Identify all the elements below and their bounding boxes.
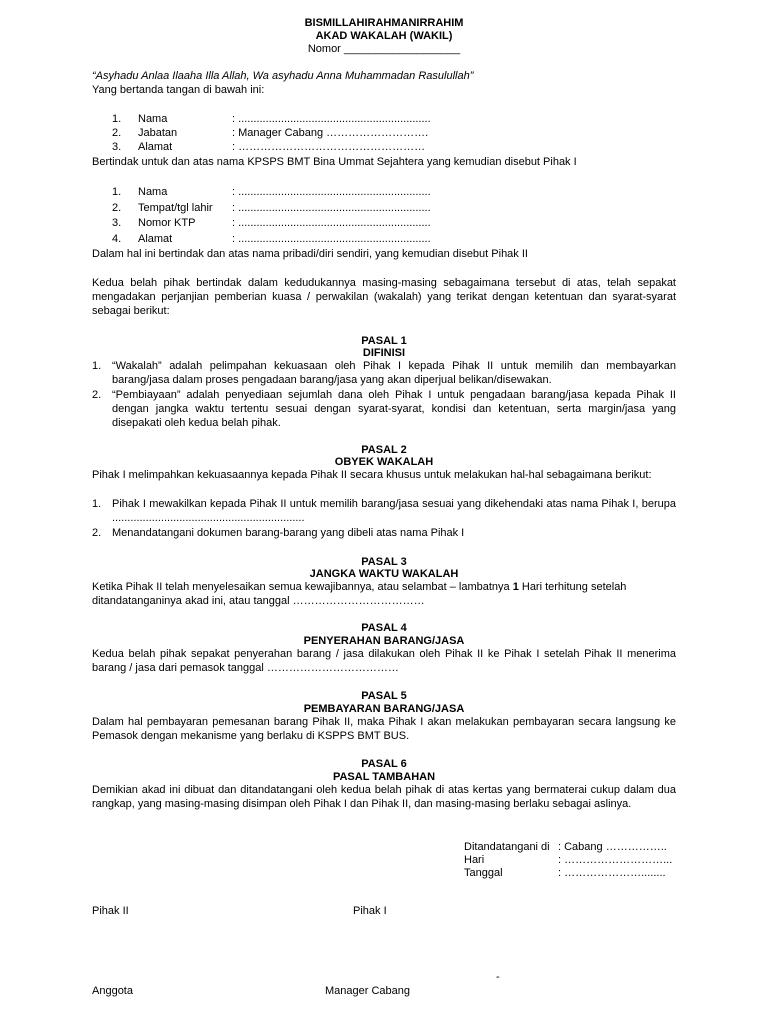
item-number: 2. bbox=[92, 527, 102, 539]
item-number: 2. bbox=[92, 389, 102, 401]
party2-field-address bbox=[112, 232, 431, 246]
field-value: : ............................................................... bbox=[232, 186, 431, 198]
field-number: 4. bbox=[112, 233, 122, 245]
item-number: 1. bbox=[92, 498, 102, 510]
pasal3-number: PASAL 3 bbox=[361, 556, 407, 568]
party2-signature-label: Pihak II bbox=[92, 905, 129, 917]
document-title: AKAD WAKALAH (WAKIL) bbox=[315, 30, 453, 42]
signing-day-value: : ………………………... bbox=[558, 854, 673, 866]
field-number: 3. bbox=[112, 217, 122, 229]
item-text: “Wakalah” adalah pelimpahan kekuasaan oleh Pihak I kepada Pihak II untuk memilih dan membayarkan barang/jasa dalam proses pengadaan barang/jasa yang akan diperjual belikan/disewakan. bbox=[112, 360, 676, 386]
party1-signature-label: Pihak I bbox=[353, 905, 387, 917]
pasal6-paragraph: Demikian akad ini dibuat dan ditandatangani oleh kedua belah pihak di atas kertas yang bermaterai cukup dalam dua rangkap, yang masing-masing disimpan oleh Pihak I dan Pihak II, dan masing-masing berlaku sebagai aslinya. bbox=[92, 784, 676, 810]
field-number: 2. bbox=[112, 202, 122, 214]
signing-place-value: : Cabang …………….. bbox=[558, 841, 667, 853]
pasal1-title: DIFINISI bbox=[362, 347, 406, 359]
pasal5-paragraph: Dalam hal pembayaran pemesanan barang Pihak II, maka Pihak I akan melakukan pembayaran secara langsung ke Pemasok dengan mekanisme yang berlaku di KSPPS BMT BUS. bbox=[92, 716, 676, 742]
field-value: : ............................................................... bbox=[232, 202, 431, 214]
pasal5-title: PEMBAYARAN BARANG/JASA bbox=[303, 703, 465, 715]
party2-field-birth bbox=[112, 201, 431, 215]
pasal1-item bbox=[92, 359, 676, 387]
party2-closing: Dalam hal ini bertindak dan atas nama pribadi/diri sendiri, yang kemudian disebut Pihak II bbox=[92, 248, 528, 260]
signing-date-label: Tanggal bbox=[464, 867, 503, 879]
field-value: : …………………………………………… bbox=[232, 141, 426, 153]
item-number: 1. bbox=[92, 360, 102, 372]
field-value: : Manager Cabang ………………………. bbox=[232, 127, 429, 139]
pasal3-text-after: Hari terhitung setelah ditandatanganinya akad ini, atau tanggal ……………………………… bbox=[92, 581, 627, 607]
party2-field-ktp bbox=[112, 216, 431, 230]
field-label: Nomor KTP bbox=[138, 217, 196, 229]
field-number: 1. bbox=[112, 186, 122, 198]
preamble-paragraph: Kedua belah pihak bertindak dalam kedudukannya masing-masing sebagaimana tersebut di atas, telah sepakat mengadakan perjanjian pemberian kuasa / perwakilan (wakalah) yang terikat dengan ketentuan dan syarat-syarat sebagai berikut: bbox=[92, 277, 676, 317]
pasal4-title: PENYERAHAN BARANG/JASA bbox=[303, 635, 465, 647]
signing-place-label: Ditandatangani di bbox=[464, 841, 550, 853]
field-value: : ............................................................... bbox=[232, 217, 431, 229]
field-label: Jabatan bbox=[138, 127, 178, 139]
pasal6-title: PASAL TAMBAHAN bbox=[332, 771, 436, 783]
pasal6-number: PASAL 6 bbox=[361, 758, 407, 770]
party1-role: Manager Cabang bbox=[325, 985, 411, 997]
pasal3-paragraph bbox=[92, 580, 676, 608]
pasal4-number: PASAL 4 bbox=[361, 622, 407, 634]
field-label: Alamat bbox=[138, 233, 173, 245]
pasal1-item bbox=[92, 388, 676, 430]
field-value: : ............................................................... bbox=[232, 113, 431, 125]
pasal2-item bbox=[92, 497, 676, 525]
pasal2-item bbox=[92, 526, 676, 540]
signing-day-label: Hari bbox=[464, 854, 485, 866]
field-number: 3. bbox=[112, 141, 122, 153]
shahada-line: “Asyhadu Anlaa Ilaaha Illa Allah, Wa asyhadu Anna Muhammadan Rasulullah” bbox=[92, 70, 474, 82]
pasal3-title: JANGKA WAKTU WAKALAH bbox=[309, 568, 459, 580]
pasal4-paragraph: Kedua belah pihak sepakat penyerahan barang / jasa dilakukan oleh Pihak II ke Pihak I setelah Pihak II menerima barang / jasa dari pemasok tanggal ……………………………… bbox=[92, 648, 676, 674]
pasal5-number: PASAL 5 bbox=[361, 690, 407, 702]
pasal2-number: PASAL 2 bbox=[361, 444, 407, 456]
party1-field-name bbox=[112, 112, 431, 126]
party2-field-name bbox=[112, 185, 431, 199]
field-label: Nama bbox=[138, 186, 168, 198]
item-text: Menandatangani dokumen barang-barang yang dibeli atas nama Pihak I bbox=[112, 527, 465, 539]
pasal2-intro: Pihak I melimpahkan kekuasaannya kepada Pihak II secara khusus untuk melakukan hal-hal sebagaimana berikut: bbox=[92, 469, 652, 481]
pasal3-text-before: Ketika Pihak II telah menyelesaikan semua kewajibannya, atau selambat – lambatnya bbox=[92, 581, 513, 593]
party1-field-position bbox=[112, 126, 428, 140]
signing-date-value: : …………………........ bbox=[558, 867, 666, 879]
field-value: : ............................................................... bbox=[232, 233, 431, 245]
field-number: 1. bbox=[112, 113, 122, 125]
party1-closing: Bertindak untuk dan atas nama KPSPS BMT Bina Ummat Sejahtera yang kemudian disebut Pihak I bbox=[92, 156, 577, 168]
document-number: Nomor ___________________ bbox=[307, 43, 461, 55]
basmalah-heading: BISMILLAHIRAHMANIRRAHIM bbox=[304, 17, 464, 29]
intro-line: Yang bertanda tangan di bawah ini: bbox=[92, 84, 265, 96]
pasal1-number: PASAL 1 bbox=[361, 335, 407, 347]
item-text: “Pembiayaan” adalah penyediaan sejumlah dana oleh Pihak I untuk pengadaan barang/jasa kepada Pihak II dengan jangka waktu tertentu sesuai dengan syarat-syarat, kondisi dan ketentuan, serta margin/jasa yang disepakati oleh kedua belah pihak. bbox=[112, 389, 676, 429]
dash-mark: - bbox=[496, 971, 500, 983]
item-text: Pihak I mewakilkan kepada Pihak II untuk memilih barang/jasa sesuai yang dikehendaki atas nama Pihak I, berupa ............................................................... bbox=[112, 498, 676, 524]
party1-field-address bbox=[112, 140, 425, 154]
party2-role: Anggota bbox=[92, 985, 133, 997]
field-label: Tempat/tgl lahir bbox=[138, 202, 213, 214]
pasal3-days-value: 1 bbox=[512, 581, 519, 593]
pasal2-title: OBYEK WAKALAH bbox=[334, 456, 434, 468]
field-label: Nama bbox=[138, 113, 168, 125]
field-label: Alamat bbox=[138, 141, 173, 153]
field-number: 2. bbox=[112, 127, 122, 139]
